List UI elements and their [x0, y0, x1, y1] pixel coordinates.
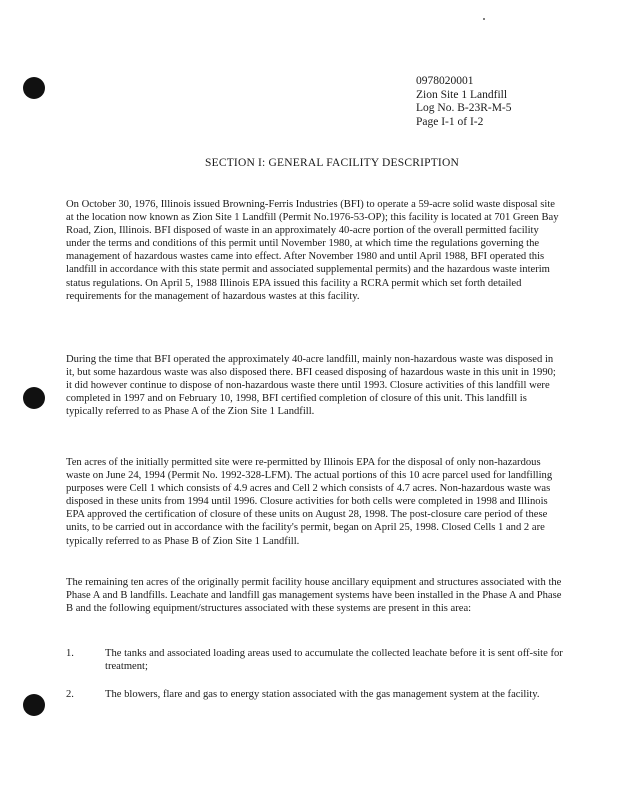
list-item-number: 2. [66, 689, 74, 700]
paragraph-1: On October 30, 1976, Illinois issued Browning-Ferris Industries (BFI) to operate a 59-acre solid waste disposal site at the location now known as Zion Site 1 Landfill (Permit No.1976-53-OP); this facility is located at 701 Green Bay Road, Zion, Illinois. BFI disposed of waste in an approximately 40-acre portion of the overall permitted facility under the terms and conditions of this permit until November 1980, at which time the regulations governing the management of hazardous wastes came into effect. After November 1980 and until April 1988, BFI operated this landfill in accordance with this state permit and associated supplemental permits) and the hazardous waste interim status regulations. On April 5, 1988 Illinois EPA issued this facility a RCRA permit which set forth detailed requirements for the management of hazardous wastes at this facility. [66, 199, 559, 302]
log-number: Log No. B-23R-M-5 [416, 102, 512, 114]
doc-number: 0978020001 [416, 75, 474, 87]
section-title [0, 157, 642, 169]
list-item [66, 647, 564, 675]
punch-hole-bottom [23, 694, 45, 716]
paragraph-4: The remaining ten acres of the originally permit facility house ancillary equipment and structures associated with the Phase A and B landfills. Leachate and landfill gas management systems have been installed in the Phase A and Phase B and the following equipment/structures associated with these systems are present in this area: [66, 577, 562, 615]
section-title-text: SECTION I: GENERAL FACILITY DESCRIPTION [205, 157, 459, 169]
paragraph-2: During the time that BFI operated the approximately 40-acre landfill, mainly non-hazardous waste was disposed in it, but some hazardous waste was also disposed there. BFI ceased disposing of hazardous waste in this unit in 1990; it did however continue to dispose of non-hazardous waste there until 1993. Closure activities of this landfill were completed in 1997 and on February 10, 1998, BFI certified completion of closure of this unit. This landfill is typically referred to as Phase A of the Zion Site 1 Landfill. [66, 354, 556, 418]
site-name: Zion Site 1 Landfill [416, 88, 508, 101]
document-header [416, 75, 512, 129]
list-item [66, 688, 564, 716]
scan-speck [483, 18, 485, 20]
list-item-text: The blowers, flare and gas to energy station associated with the gas management system at the facility. [105, 689, 540, 700]
punch-hole-top [23, 77, 45, 99]
list-item-number: 1. [66, 648, 74, 659]
punch-hole-middle [23, 387, 45, 409]
paragraph-3: Ten acres of the initially permitted site were re-permitted by Illinois EPA for the disposal of only non-hazardous waste on June 24, 1994 (Permit No. 1992-328-LFM). The actual portions of this 10 acre parcel used for landfilling purposes were Cell 1 which consists of 4.9 acres and Cell 2 which consists of 4.7 acres. Non-hazardous waste was disposed in these units from 1994 until 1996. Closure activities for both cells were completed in 1998 and Illinois EPA approved the certification of closure of these units on August 28, 1998. The post-closure care period of these units, to be carried out in accordance with the facility's permit, began on April 25, 1998. Closed Cells 1 and 2 are typically referred to as Phase B of Zion Site 1 Landfill. [66, 457, 553, 547]
page-number: Page I-1 of I-2 [416, 115, 484, 128]
list-item-text: The tanks and associated loading areas used to accumulate the collected leachate before it is sent off-site for treatment; [105, 648, 563, 673]
